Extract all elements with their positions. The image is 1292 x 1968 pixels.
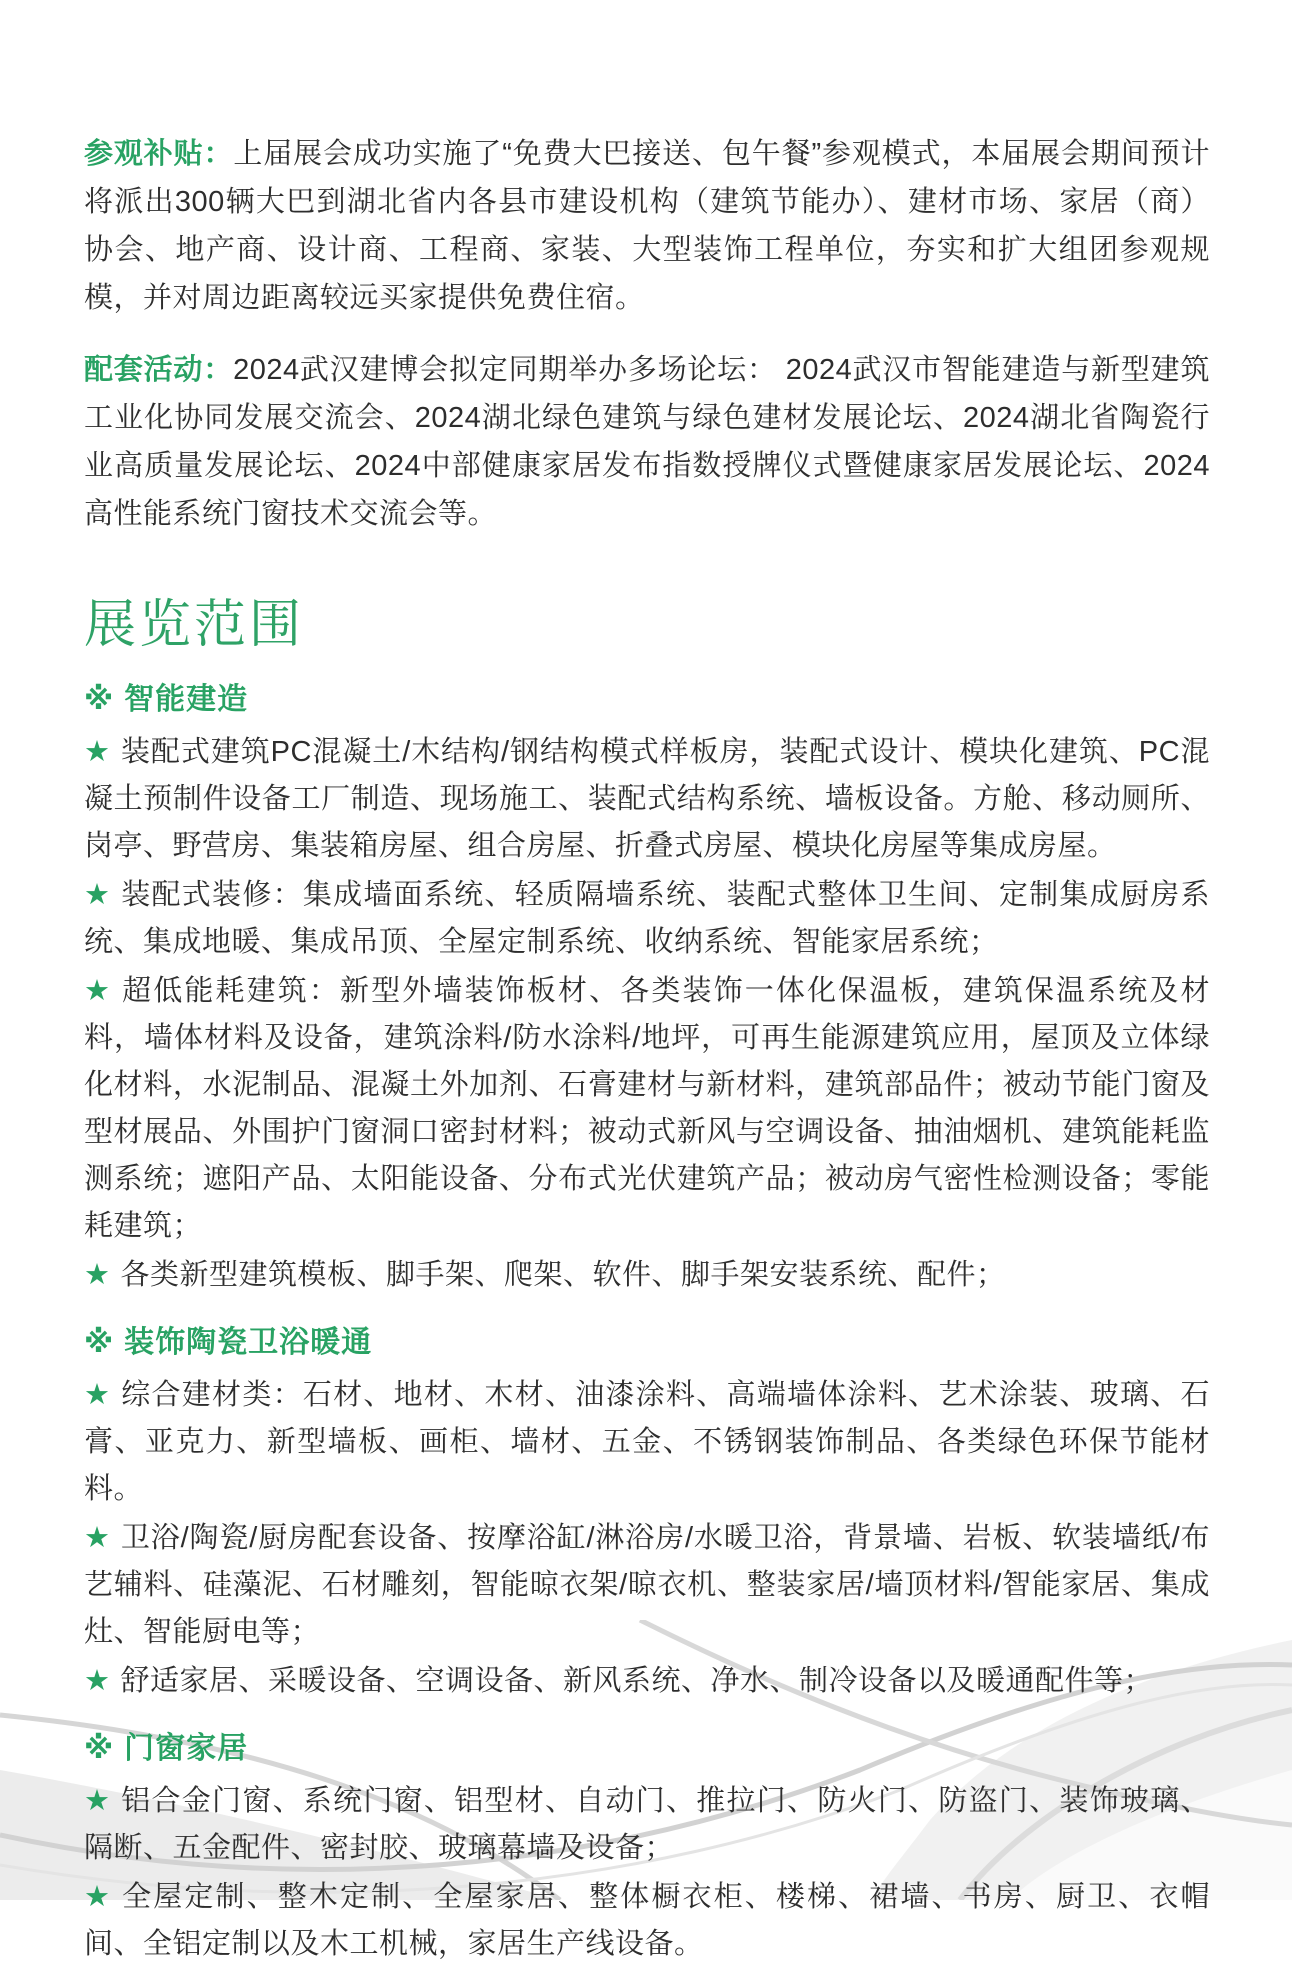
page-content <box>84 0 1210 1968</box>
section-heading-label: 智能建造 <box>124 683 249 716</box>
list-item <box>84 968 1210 1250</box>
section-marker-icon: ※ <box>84 683 115 716</box>
star-icon: ★ <box>84 1881 113 1913</box>
list-item-text: 卫浴/陶瓷/厨房配套设备、按摩浴缸/淋浴房/水暖卫浴，背景墙、岩板、软装墙纸/布艺辅料、硅藻泥、石材雕刻，智能晾衣架/晾衣机、整装家居/墙顶材料/智能家居、集成灶、智能厨电等； <box>84 1522 1210 1648</box>
list-item-text: 装配式建筑PC混凝土/木结构/钢结构模式样板房，装配式设计、模块化建筑、PC混凝土预制件设备工厂制造、现场施工、装配式结构系统、墙板设备。方舱、移动厕所、岗亭、野营房、集装箱房屋、组合房屋、折叠式房屋、模块化房屋等集成房屋。 <box>84 736 1211 862</box>
star-icon: ★ <box>84 879 112 911</box>
section-heading-label: 装饰陶瓷卫浴暖通 <box>124 1326 373 1359</box>
star-icon: ★ <box>84 975 113 1007</box>
list-item <box>84 872 1210 966</box>
section-heading-doors-windows-home <box>84 1725 1210 1772</box>
list-item-text: 铝合金门窗、系统门窗、铝型材、自动门、推拉门、防火门、防盗门、装饰玻璃、隔断、五金配件、密封胶、玻璃幕墙及设备； <box>84 1785 1210 1864</box>
list-item-text: 超低能耗建筑：新型外墙装饰板材、各类装饰一体化保温板，建筑保温系统及材料，墙体材料及设备，建筑涂料/防水涂料/地坪，可再生能源建筑应用，屋顶及立体绿化材料，水泥制品、混凝土外加剂、石膏建材与新材料，建筑部品件；被动节能门窗及型材展品、外围护门窗洞口密封材料；被动式新风与空调设备、抽油烟机、建筑能耗监测系统；遮阳产品、太阳能设备、分布式光伏建筑产品；被动房气密性检测设备；零能耗建筑； <box>84 975 1210 1242</box>
list-item-text: 各类新型建筑模板、脚手架、爬架、软件、脚手架安装系统、配件； <box>120 1259 1006 1291</box>
section-heading-decor-ceramic-sanitary-hvac <box>84 1319 1210 1366</box>
list-item-text: 综合建材类：石材、地材、木材、油漆涂料、高端墙体涂料、艺术涂装、玻璃、石膏、亚克力、新型墙板、画柜、墙材、五金、不锈钢装饰制品、各类绿色环保节能材料。 <box>84 1379 1210 1505</box>
star-icon: ★ <box>84 1379 112 1411</box>
visit-subsidy-text: 上届展会成功实施了“免费大巴接送、包午餐”参观模式，本届展会期间预计将派出300辆大巴到湖北省内各县市建设机构（建筑节能办）、建材市场、家居（商）协会、地产商、设计商、工程商、家装、大型装饰工程单位，夯实和扩大组团参观规模，并对周边距离较远买家提供免费住宿。 <box>84 138 1210 314</box>
list-item <box>84 729 1210 870</box>
visit-subsidy-label: 参观补贴： <box>84 138 234 170</box>
list-item <box>84 1658 1210 1705</box>
supporting-events-text: 2024武汉建博会拟定同期举办多场论坛： 2024武汉市智能建造与新型建筑工业化协同发展交流会、2024湖北绿色建筑与绿色建材发展论坛、2024湖北省陶瓷行业高质量发展论坛、2024中部健康家居发布指数授牌仪式暨健康家居发展论坛、2024高性能系统门窗技术交流会等。 <box>84 354 1210 530</box>
section-heading-label: 门窗家居 <box>124 1732 249 1765</box>
paragraph-visit-subsidy <box>84 130 1210 322</box>
list-item <box>84 1778 1210 1872</box>
list-item-text: 装配式装修：集成墙面系统、轻质隔墙系统、装配式整体卫生间、定制集成厨房系统、集成地暖、集成吊顶、全屋定制系统、收纳系统、智能家居系统； <box>84 879 1210 958</box>
list-item <box>84 1874 1210 1968</box>
list-item <box>84 1372 1210 1513</box>
section-heading-smart-construction <box>84 676 1210 723</box>
list-item <box>84 1252 1210 1299</box>
section-marker-icon: ※ <box>84 1732 115 1765</box>
list-item-text: 全屋定制、整木定制、全屋家居、整体橱衣柜、楼梯、裙墙、书房、厨卫、衣帽间、全铝定制以及木工机械，家居生产线设备。 <box>84 1881 1210 1960</box>
list-item-text: 舒适家居、采暖设备、空调设备、新风系统、净水、制冷设备以及暖通配件等； <box>120 1665 1154 1697</box>
page-title: 展览范围 <box>84 596 305 654</box>
star-icon: ★ <box>84 1785 112 1817</box>
star-icon: ★ <box>84 1259 111 1291</box>
list-item <box>84 1515 1210 1656</box>
star-icon: ★ <box>84 736 111 768</box>
star-icon: ★ <box>84 1665 111 1697</box>
star-icon: ★ <box>84 1522 111 1554</box>
paragraph-supporting-events <box>84 346 1210 538</box>
section-marker-icon: ※ <box>84 1326 115 1359</box>
supporting-events-label: 配套活动： <box>84 354 234 386</box>
